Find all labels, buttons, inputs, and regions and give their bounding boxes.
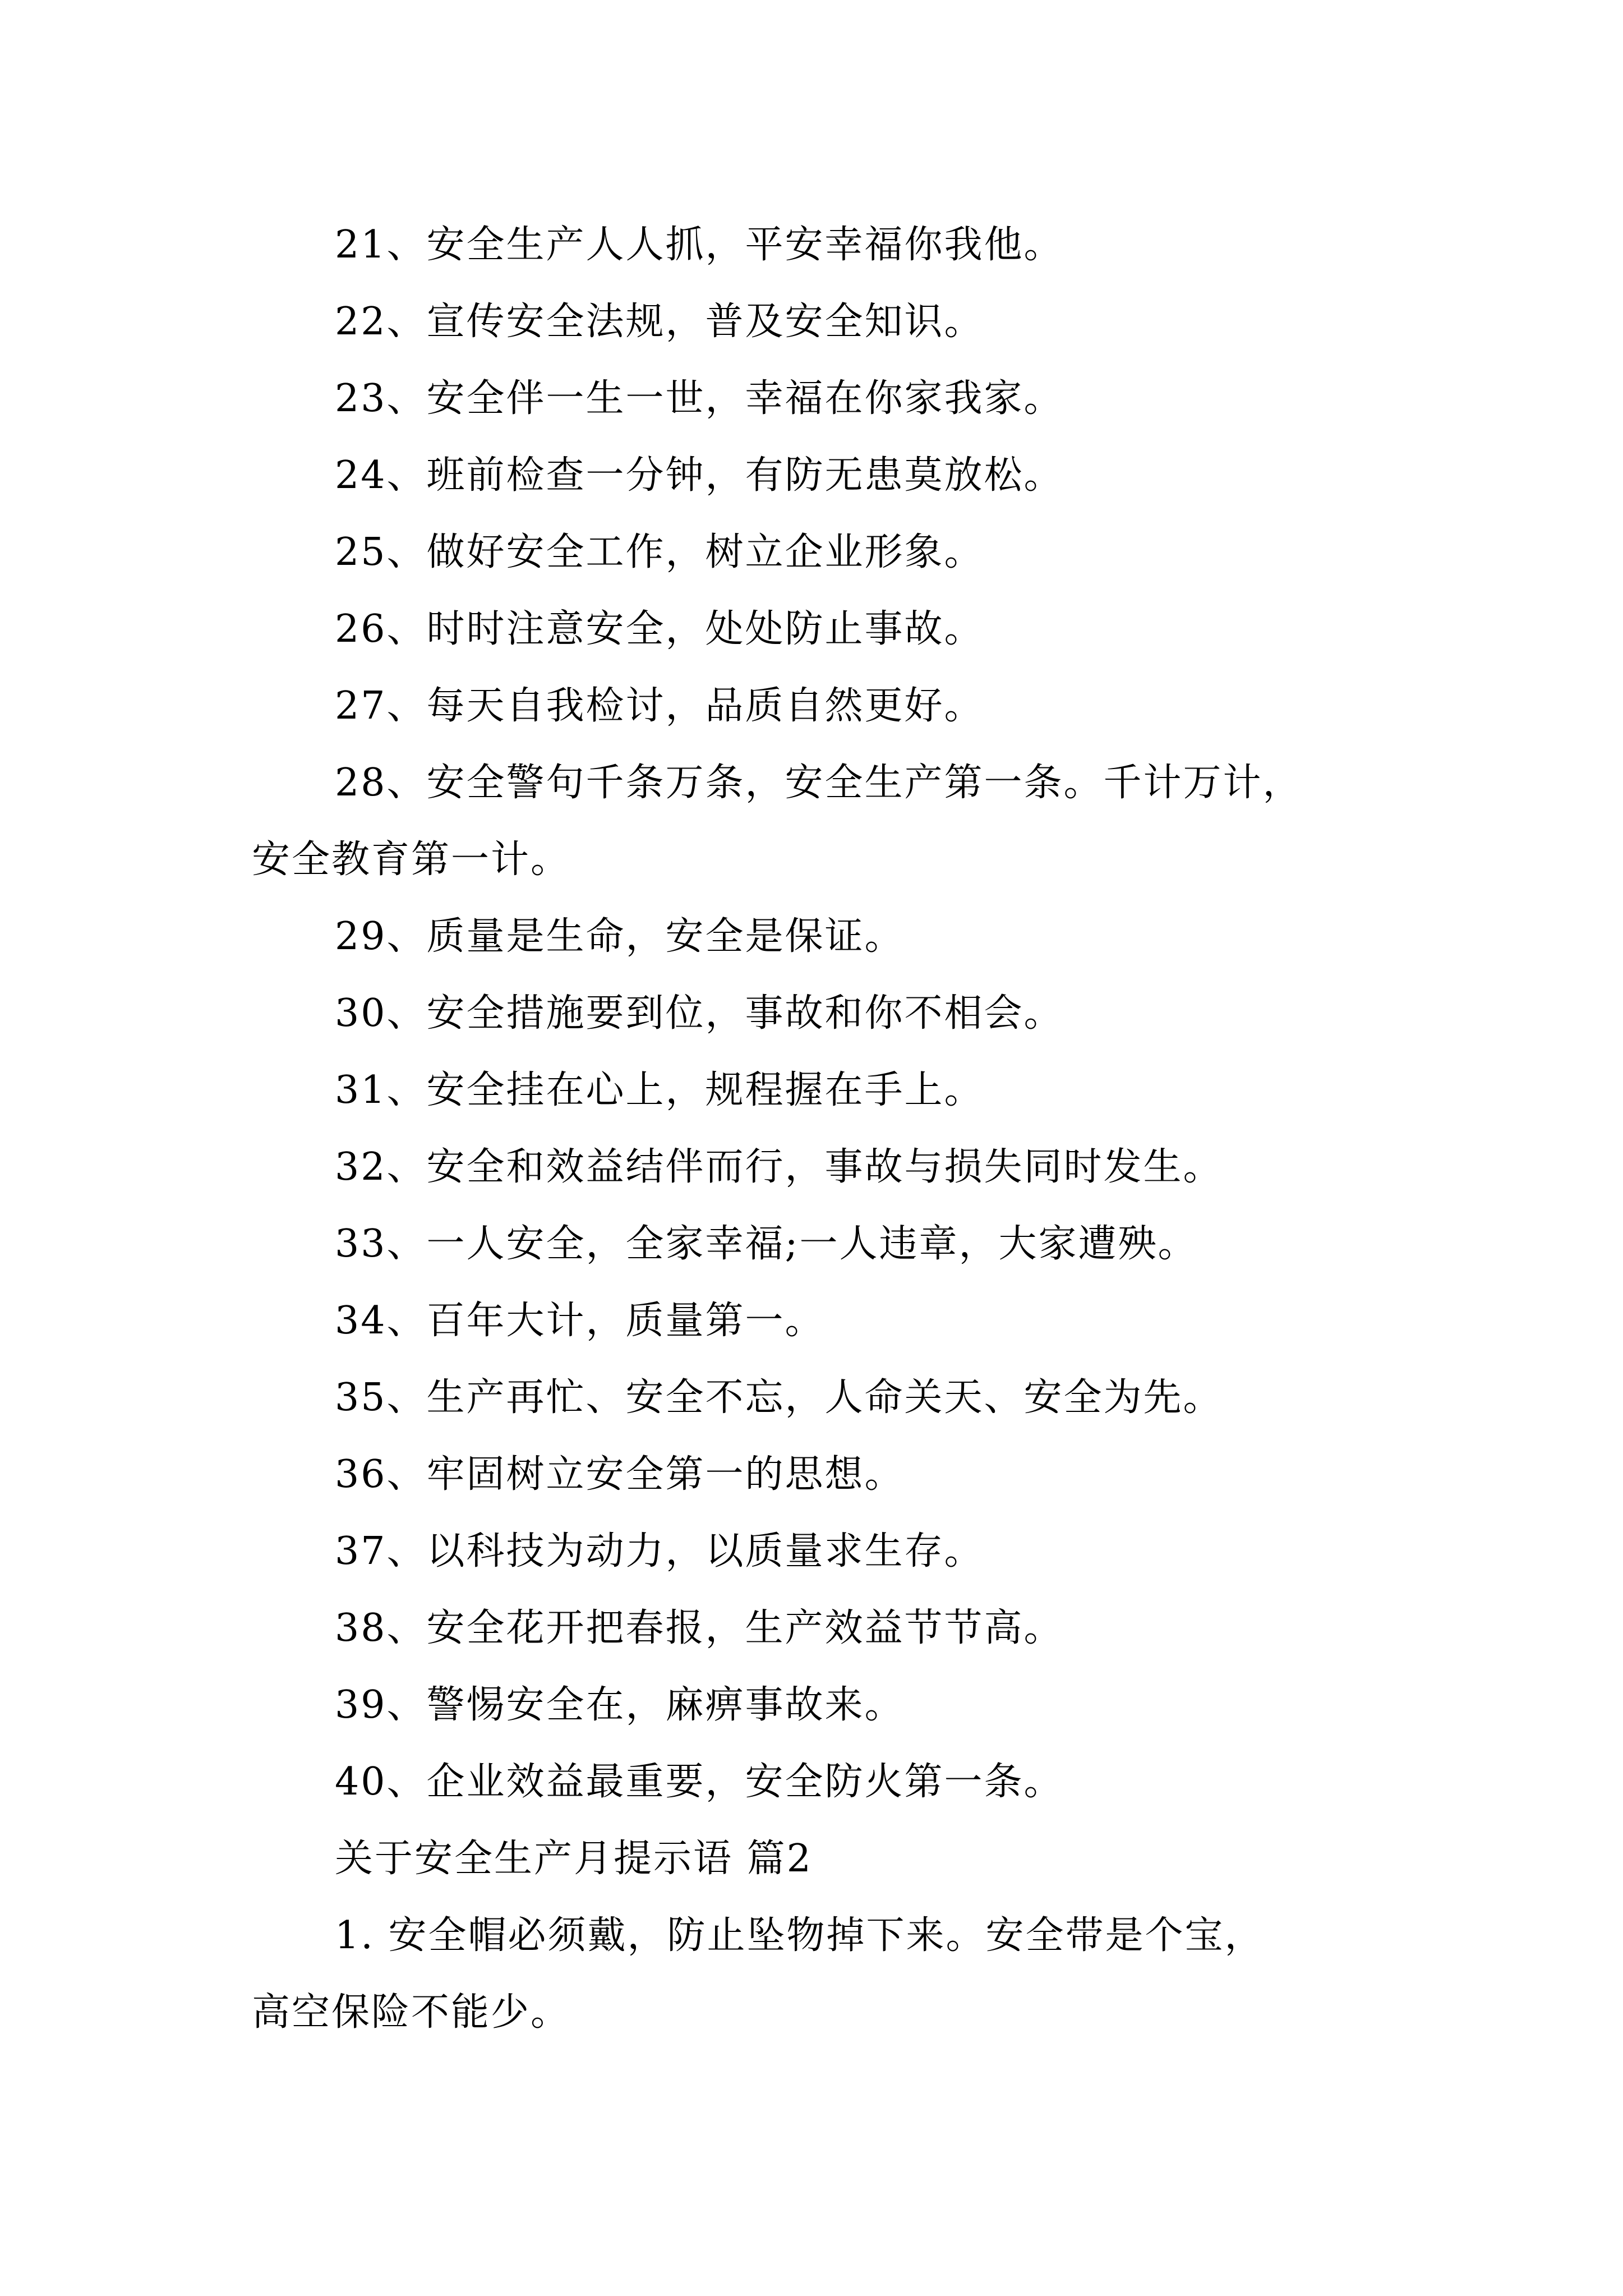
- text-line-continuation: 安全教育第一计。: [252, 838, 571, 882]
- text-line: 22、宣传安全法规，普及安全知识。: [335, 300, 984, 344]
- text-line: 39、警惕安全在，麻痹事故来。: [335, 1683, 905, 1727]
- text-line: 28、安全警句千条万条，安全生产第一条。千计万计，: [335, 761, 1303, 805]
- text-line: 33、一人安全，全家幸福;一人违章，大家遭殃。: [335, 1222, 1198, 1266]
- section-heading: 关于安全生产月提示语 篇2: [335, 1837, 813, 1881]
- text-line: 32、安全和效益结伴而行，事故与损失同时发生。: [335, 1145, 1223, 1189]
- text-line: 35、生产再忙、安全不忘，人命关天、安全为先。: [335, 1375, 1223, 1420]
- text-line: 29、质量是生命，安全是保证。: [335, 914, 905, 959]
- text-line: 37、以科技为动力，以质量求生存。: [335, 1529, 984, 1573]
- text-line: 23、安全伴一生一世，幸福在你家我家。: [335, 376, 1064, 421]
- text-line: 1. 安全帽必须戴，防止坠物掉下来。安全带是个宝，: [335, 1913, 1265, 1958]
- text-line: 40、企业效益最重要，安全防火第一条。: [335, 1760, 1064, 1804]
- text-line: 26、时时注意安全，处处防止事故。: [335, 607, 984, 651]
- text-line: 36、牢固树立安全第一的思想。: [335, 1452, 905, 1497]
- text-line: 25、做好安全工作，树立企业形象。: [335, 530, 984, 574]
- text-line: 24、班前检查一分钟，有防无患莫放松。: [335, 453, 1064, 498]
- text-line: 31、安全挂在心上，规程握在手上。: [335, 1068, 984, 1112]
- document-body: [252, 206, 1437, 2051]
- text-line: 21、安全生产人人抓，平安幸福你我他。: [335, 223, 1064, 267]
- text-line: 38、安全花开把春报，生产效益节节高。: [335, 1606, 1064, 1650]
- text-line: 30、安全措施要到位，事故和你不相会。: [335, 991, 1064, 1036]
- text-line-continuation: 高空保险不能少。: [252, 1990, 571, 2035]
- text-line: 34、百年大计，质量第一。: [335, 1299, 825, 1343]
- text-line: 27、每天自我检讨，品质自然更好。: [335, 684, 984, 728]
